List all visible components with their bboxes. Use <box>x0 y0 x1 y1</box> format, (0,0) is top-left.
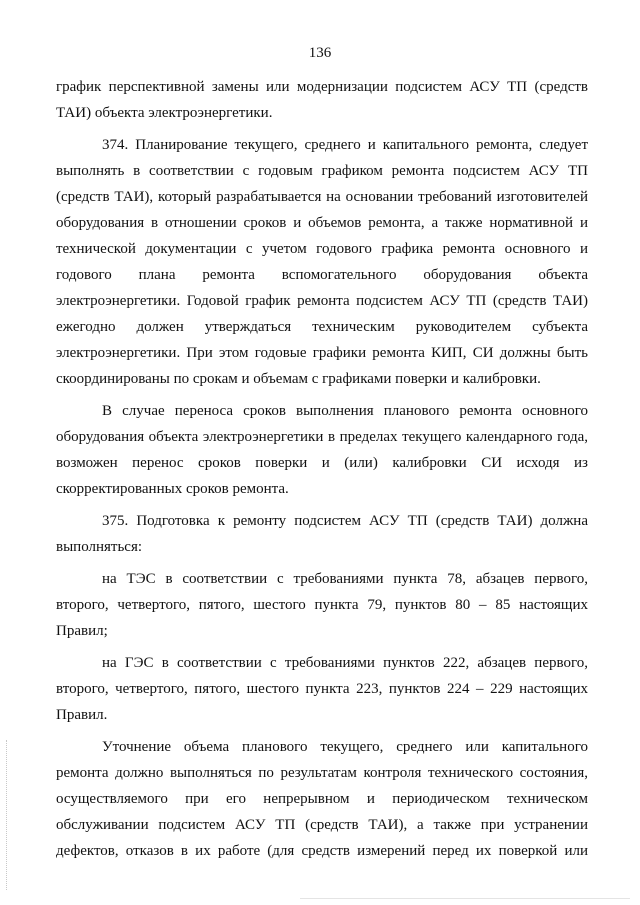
text-line: электроэнергетики. При этом годовые графики ремонта КИП, СИ должны быть <box>56 345 588 361</box>
text-line: В случае переноса сроков выполнения планового ремонта основного <box>102 403 588 419</box>
text-line: возможен перенос сроков поверки и (или) калибровки СИ исходя из <box>56 455 588 471</box>
text-line: график перспективной замены или модернизации подсистем АСУ ТП (средств <box>56 79 588 95</box>
text-line: 374. Планирование текущего, среднего и капитального ремонта, следует <box>102 137 588 153</box>
text-line: обслуживании подсистем АСУ ТП (средств ТАИ), а также при устранении <box>56 817 588 833</box>
text-line: (средств ТАИ), который разрабатывается на основании требований изготовителей <box>56 189 588 205</box>
scan-edge-mark <box>6 740 8 890</box>
text-line: Уточнение объема планового текущего, среднего или капитального <box>102 739 588 755</box>
text-line: Правил. <box>56 707 108 723</box>
text-line: оборудования объекта электроэнергетики в пределах текущего календарного года, <box>56 429 588 445</box>
text-line: второго, четвертого, пятого, шестого пункта 223, пунктов 224 – 229 настоящих <box>56 681 588 697</box>
text-line: ежегодно должен утверждаться техническим руководителем субъекта <box>56 319 588 335</box>
text-line: оборудования в отношении сроков и объемов ремонта, а также нормативной и <box>56 215 588 231</box>
text-line: годового плана ремонта вспомогательного оборудования объекта <box>56 267 588 283</box>
text-line: выполняться: <box>56 539 143 555</box>
paragraph <box>56 566 588 644</box>
text-line: на ТЭС в соответствии с требованиями пункта 78, абзацев первого, <box>102 571 588 587</box>
text-line: выполнять в соответствии с годовым графиком ремонта подсистем АСУ ТП <box>56 163 588 179</box>
text-line: ТАИ) объекта электроэнергетики. <box>56 105 273 121</box>
text-line: второго, четвертого, пятого, шестого пункта 79, пунктов 80 – 85 настоящих <box>56 597 588 613</box>
paragraph <box>56 734 588 864</box>
paragraph <box>56 398 588 502</box>
paragraph <box>56 650 588 728</box>
text-line: ремонта должно выполняться по результатам контроля технического состояния, <box>56 765 588 781</box>
text-line: технической документации с учетом годового графика ремонта основного и <box>56 241 588 257</box>
document-body <box>56 74 588 870</box>
text-line: электроэнергетики. Годовой график ремонта подсистем АСУ ТП (средств ТАИ) <box>56 293 588 309</box>
text-line: скоординированы по срокам и объемам с графиками поверки и калибровки. <box>56 371 541 387</box>
paragraph <box>56 508 588 560</box>
paragraph <box>56 74 588 126</box>
scan-bottom-rule <box>300 898 630 899</box>
text-line: на ГЭС в соответствии с требованиями пунктов 222, абзацев первого, <box>102 655 588 671</box>
text-line: скорректированных сроков ремонта. <box>56 481 289 497</box>
page-number: 136 <box>308 45 332 61</box>
text-line: Правил; <box>56 623 108 639</box>
text-line: осуществляемого при его непрерывном и периодическом техническом <box>56 791 588 807</box>
text-line: дефектов, отказов в их работе (для средств измерений перед их поверкой или <box>56 843 588 859</box>
paragraph <box>56 132 588 392</box>
text-line: 375. Подготовка к ремонту подсистем АСУ ТП (средств ТАИ) должна <box>102 513 588 529</box>
